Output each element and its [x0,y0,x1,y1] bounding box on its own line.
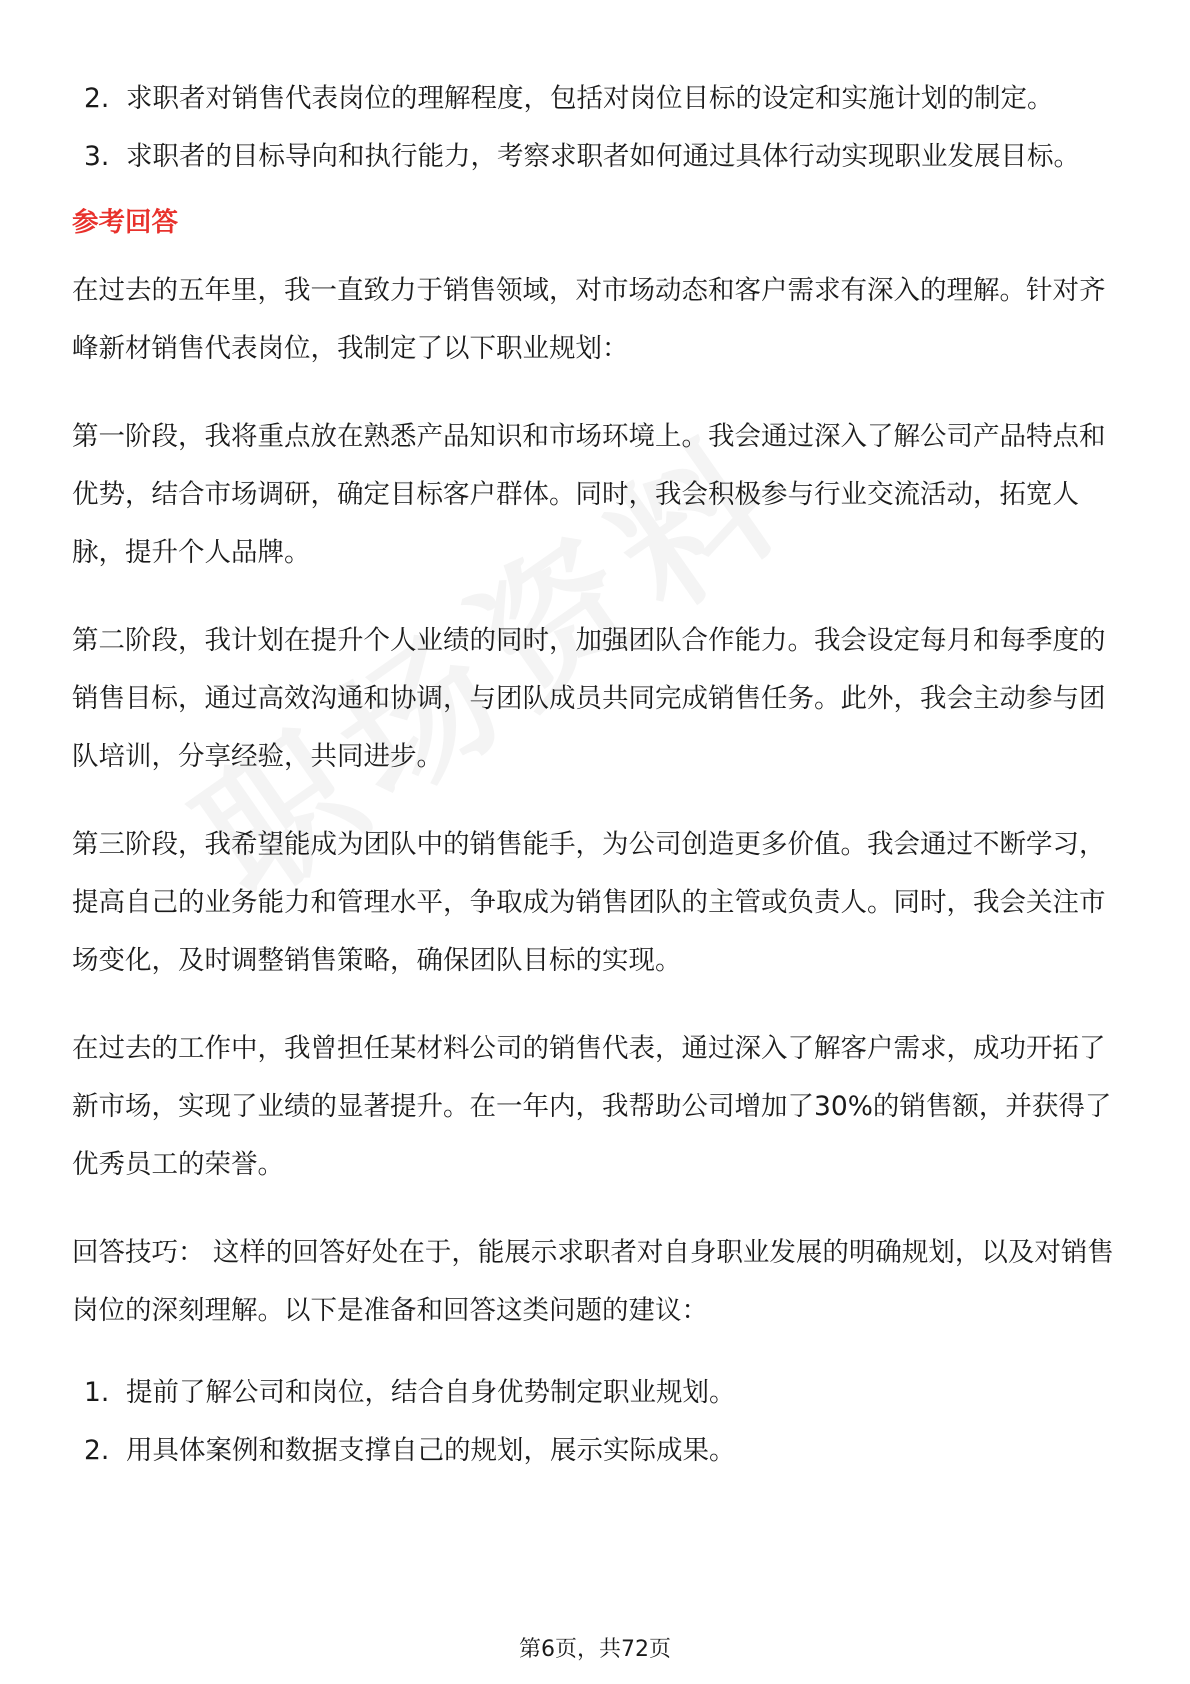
list-item-text: 求职者的目标导向和执行能力，考察求职者如何通过具体行动实现职业发展目标。 [126,141,1080,172]
section-heading: 参考回答 [72,207,178,238]
paragraph: 在过去的工作中，我曾担任某材料公司的销售代表，通过深入了解客户需求，成功开拓了新市场，实现了业绩的显著提升。在一年内，我帮助公司增加了30%的销售额，并获得了优秀员工的荣誉。 [72,1033,1112,1180]
list-item [72,1422,1120,1480]
list-item [72,1364,1120,1422]
list-item [72,128,1120,186]
paragraph: 第一阶段，我将重点放在熟悉产品知识和市场环境上。我会通过深入了解公司产品特点和优势，结合市场调研，确定目标客户群体。同时，我会积极参与行业交流活动，拓宽人脉，提升个人品牌。 [72,421,1106,568]
list-item-number: 1. [84,1377,110,1408]
paragraph: 在过去的五年里，我一直致力于销售领域，对市场动态和客户需求有深入的理解。针对齐峰新材销售代表岗位，我制定了以下职业规划： [72,275,1106,364]
list-item [72,70,1120,128]
paragraph: 回答技巧： 这样的回答好处在于，能展示求职者对自身职业发展的明确规划，以及对销售岗位的深刻理解。以下是准备和回答这类问题的建议： [72,1237,1114,1326]
list-item-number: 2. [84,83,110,114]
list-item-text: 求职者对销售代表岗位的理解程度，包括对岗位目标的设定和实施计划的制定。 [126,83,1054,114]
page-footer: 第6页，共72页 [519,1637,671,1662]
list-item-text: 提前了解公司和岗位，结合自身优势制定职业规划。 [126,1377,736,1408]
list-item-number: 3. [84,141,110,172]
document-body [72,70,1120,1480]
paragraph: 第二阶段，我计划在提升个人业绩的同时，加强团队合作能力。我会设定每月和每季度的销售目标，通过高效沟通和协调，与团队成员共同完成销售任务。此外，我会主动参与团队培训，分享经验，共同进步。 [72,625,1106,772]
intro-list [72,70,1120,186]
tips-list [72,1364,1120,1480]
paragraph: 第三阶段，我希望能成为团队中的销售能手，为公司创造更多价值。我会通过不断学习，提高自己的业务能力和管理水平，争取成为销售团队的主管或负责人。同时，我会关注市场变化，及时调整销售策略，确保团队目标的实现。 [72,829,1106,976]
list-item-number: 2. [84,1435,110,1466]
list-item-text: 用具体案例和数据支撑自己的规划，展示实际成果。 [126,1435,736,1466]
